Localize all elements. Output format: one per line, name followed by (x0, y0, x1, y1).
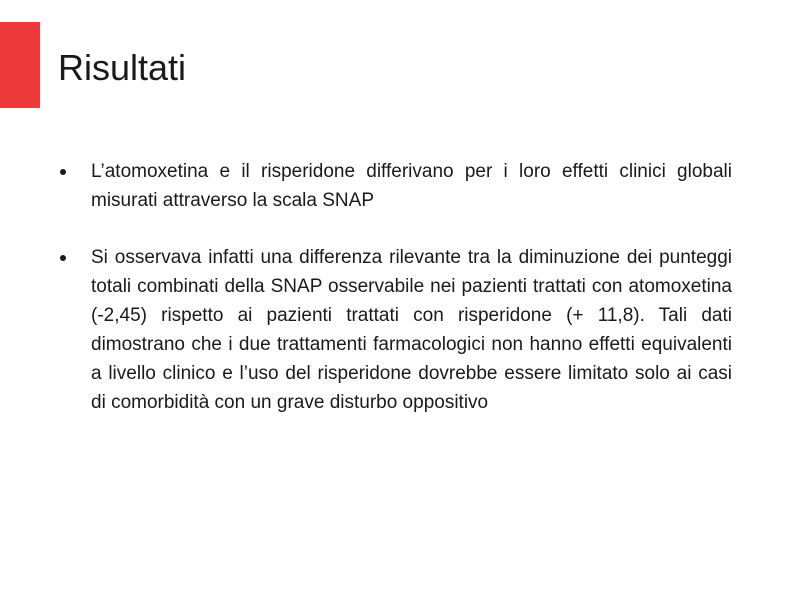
bullet-item (60, 243, 732, 417)
bullet-dot-icon (60, 169, 66, 175)
title-accent-bar (0, 22, 40, 108)
bullet-text: Si osservava infatti una differenza rilevante tra la diminuzione dei punteggi totali combinati della SNAP osservabile nei pazienti trattati con atomoxetina (-2,45) rispetto ai pazienti trattati con risperidone (+ 11,8). Tali dati dimostrano che i due trattamenti farmacologici non hanno effetti equivalenti a livello clinico e l’uso del risperidone dovrebbe essere limitato solo ai casi di comorbidità con un grave disturbo oppositivo (91, 247, 732, 413)
bullet-list (60, 157, 732, 417)
bullet-dot-icon (60, 255, 66, 261)
bullet-text: L’atomoxetina e il risperidone differivano per i loro effetti clinici globali misurati attraverso la scala SNAP (91, 161, 732, 211)
slide-title: Risultati (58, 47, 187, 88)
bullet-item (60, 157, 732, 215)
